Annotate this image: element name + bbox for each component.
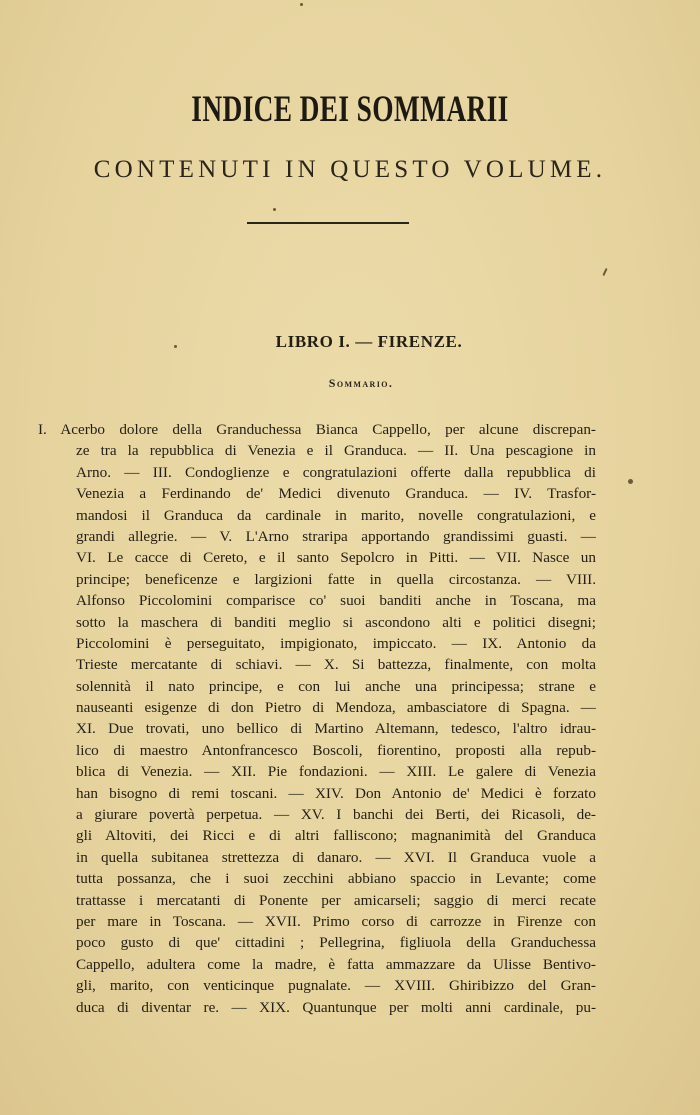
page-subtitle: CONTENUTI IN QUESTO VOLUME. xyxy=(93,156,607,183)
text-line: I. Acerbo dolore della Granduchessa Bianca Cappello, per alcune discrepan- xyxy=(38,421,596,438)
text-line: gli, marito, con venticinque pugnalate. — XVIII. Ghiribizzo del Gran- xyxy=(76,977,596,995)
text-line: Trieste mercatante di schiavi. — X. Si battezza, finalmente, con molta xyxy=(76,656,596,674)
text-line: principe; beneficenze e largizioni fatte in quella circostanza. — VIII. xyxy=(76,570,596,588)
book-heading: LIBRO I. — FIRENZE. xyxy=(275,332,463,351)
summary-label: Sommario. xyxy=(328,376,394,390)
text-line: in quella subitanea strettezza di danaro. — XVI. Il Granduca vuole a xyxy=(76,848,596,866)
ink-speck xyxy=(628,479,633,484)
text-line: Alfonso Piccolomini comparisce co' suoi banditi anche in Toscana, ma xyxy=(76,592,596,610)
text-line: gli Altoviti, dei Ricci e di altri falliscono; magnanimità del Granduca xyxy=(76,827,596,845)
text-line: mandosi il Granduca da cardinale in marito, novelle congratulazioni, e xyxy=(76,506,596,524)
text-line: lico di maestro Antonfrancesco Boscoli, fiorentino, proposti alla repub- xyxy=(76,741,596,759)
ink-speck xyxy=(300,3,303,6)
text-line: per mare in Toscana. — XVII. Primo corso di carrozze in Firenze con xyxy=(76,912,596,930)
text-line: Piccolomini è perseguitato, impigionato, impiccato. — IX. Antonio da xyxy=(76,634,596,652)
text-line: han bisogno di remi toscani. — XIV. Don Antonio de' Medici è forzato xyxy=(76,784,596,802)
ink-speck xyxy=(602,268,607,276)
summary-body xyxy=(38,419,596,1018)
text-line: XI. Due trovati, uno bellico di Martino Altemann, tedesco, l'altro idrau- xyxy=(76,720,596,738)
text-line: blica di Venezia. — XII. Pie fondazioni. — XIII. Le galere di Venezia xyxy=(76,763,596,781)
ink-speck xyxy=(273,208,276,211)
text-line: Cappello, adultera come la madre, è fatta ammazzare da Ulisse Bentivo- xyxy=(76,955,596,973)
text-line: sotto la maschera di banditi meglio si ascondono alti e politici disegni; xyxy=(76,613,596,631)
text-line: grandi allegrie. — V. L'Arno straripa apportando grandissimi guasti. — xyxy=(76,527,596,545)
text-line: nauseanti esigenze di don Pietro di Mendoza, ambasciatore di Spagna. — xyxy=(76,699,596,717)
text-line: trattasse i mercatanti di Ponente per amicarseli; saggio di merci recate xyxy=(76,891,596,909)
text-line: Arno. — III. Condoglienze e congratulazioni offerte dalla repubblica di xyxy=(76,463,596,481)
text-line: solennità il nato principe, e con lui anche una principessa; strane e xyxy=(76,677,596,695)
text-line: ze tra la repubblica di Venezia e il Granduca. — II. Una pescagione in xyxy=(76,442,596,460)
text-line: a giurare povertà perpetua. — XV. I banchi dei Berti, dei Ricasoli, de- xyxy=(76,806,596,824)
title-divider xyxy=(247,222,409,224)
text-line: VI. Le cacce di Cereto, e il santo Sepolcro in Pitti. — VII. Nasce un xyxy=(76,549,596,567)
page-title: INDICE DEI SOMMARII xyxy=(191,89,509,130)
text-line: duca di diventar re. — XIX. Quantunque per molti anni cardinale, pu- xyxy=(76,998,596,1016)
text-line: poco gusto di que' cittadini ; Pellegrina, figliuola della Granduchessa xyxy=(76,934,596,952)
text-line: tutta possanza, che i suoi zecchini abbiano spaccio in Levante; come xyxy=(76,870,596,888)
text-line: Venezia a Ferdinando de' Medici divenuto Granduca. — IV. Trasfor- xyxy=(76,485,596,503)
